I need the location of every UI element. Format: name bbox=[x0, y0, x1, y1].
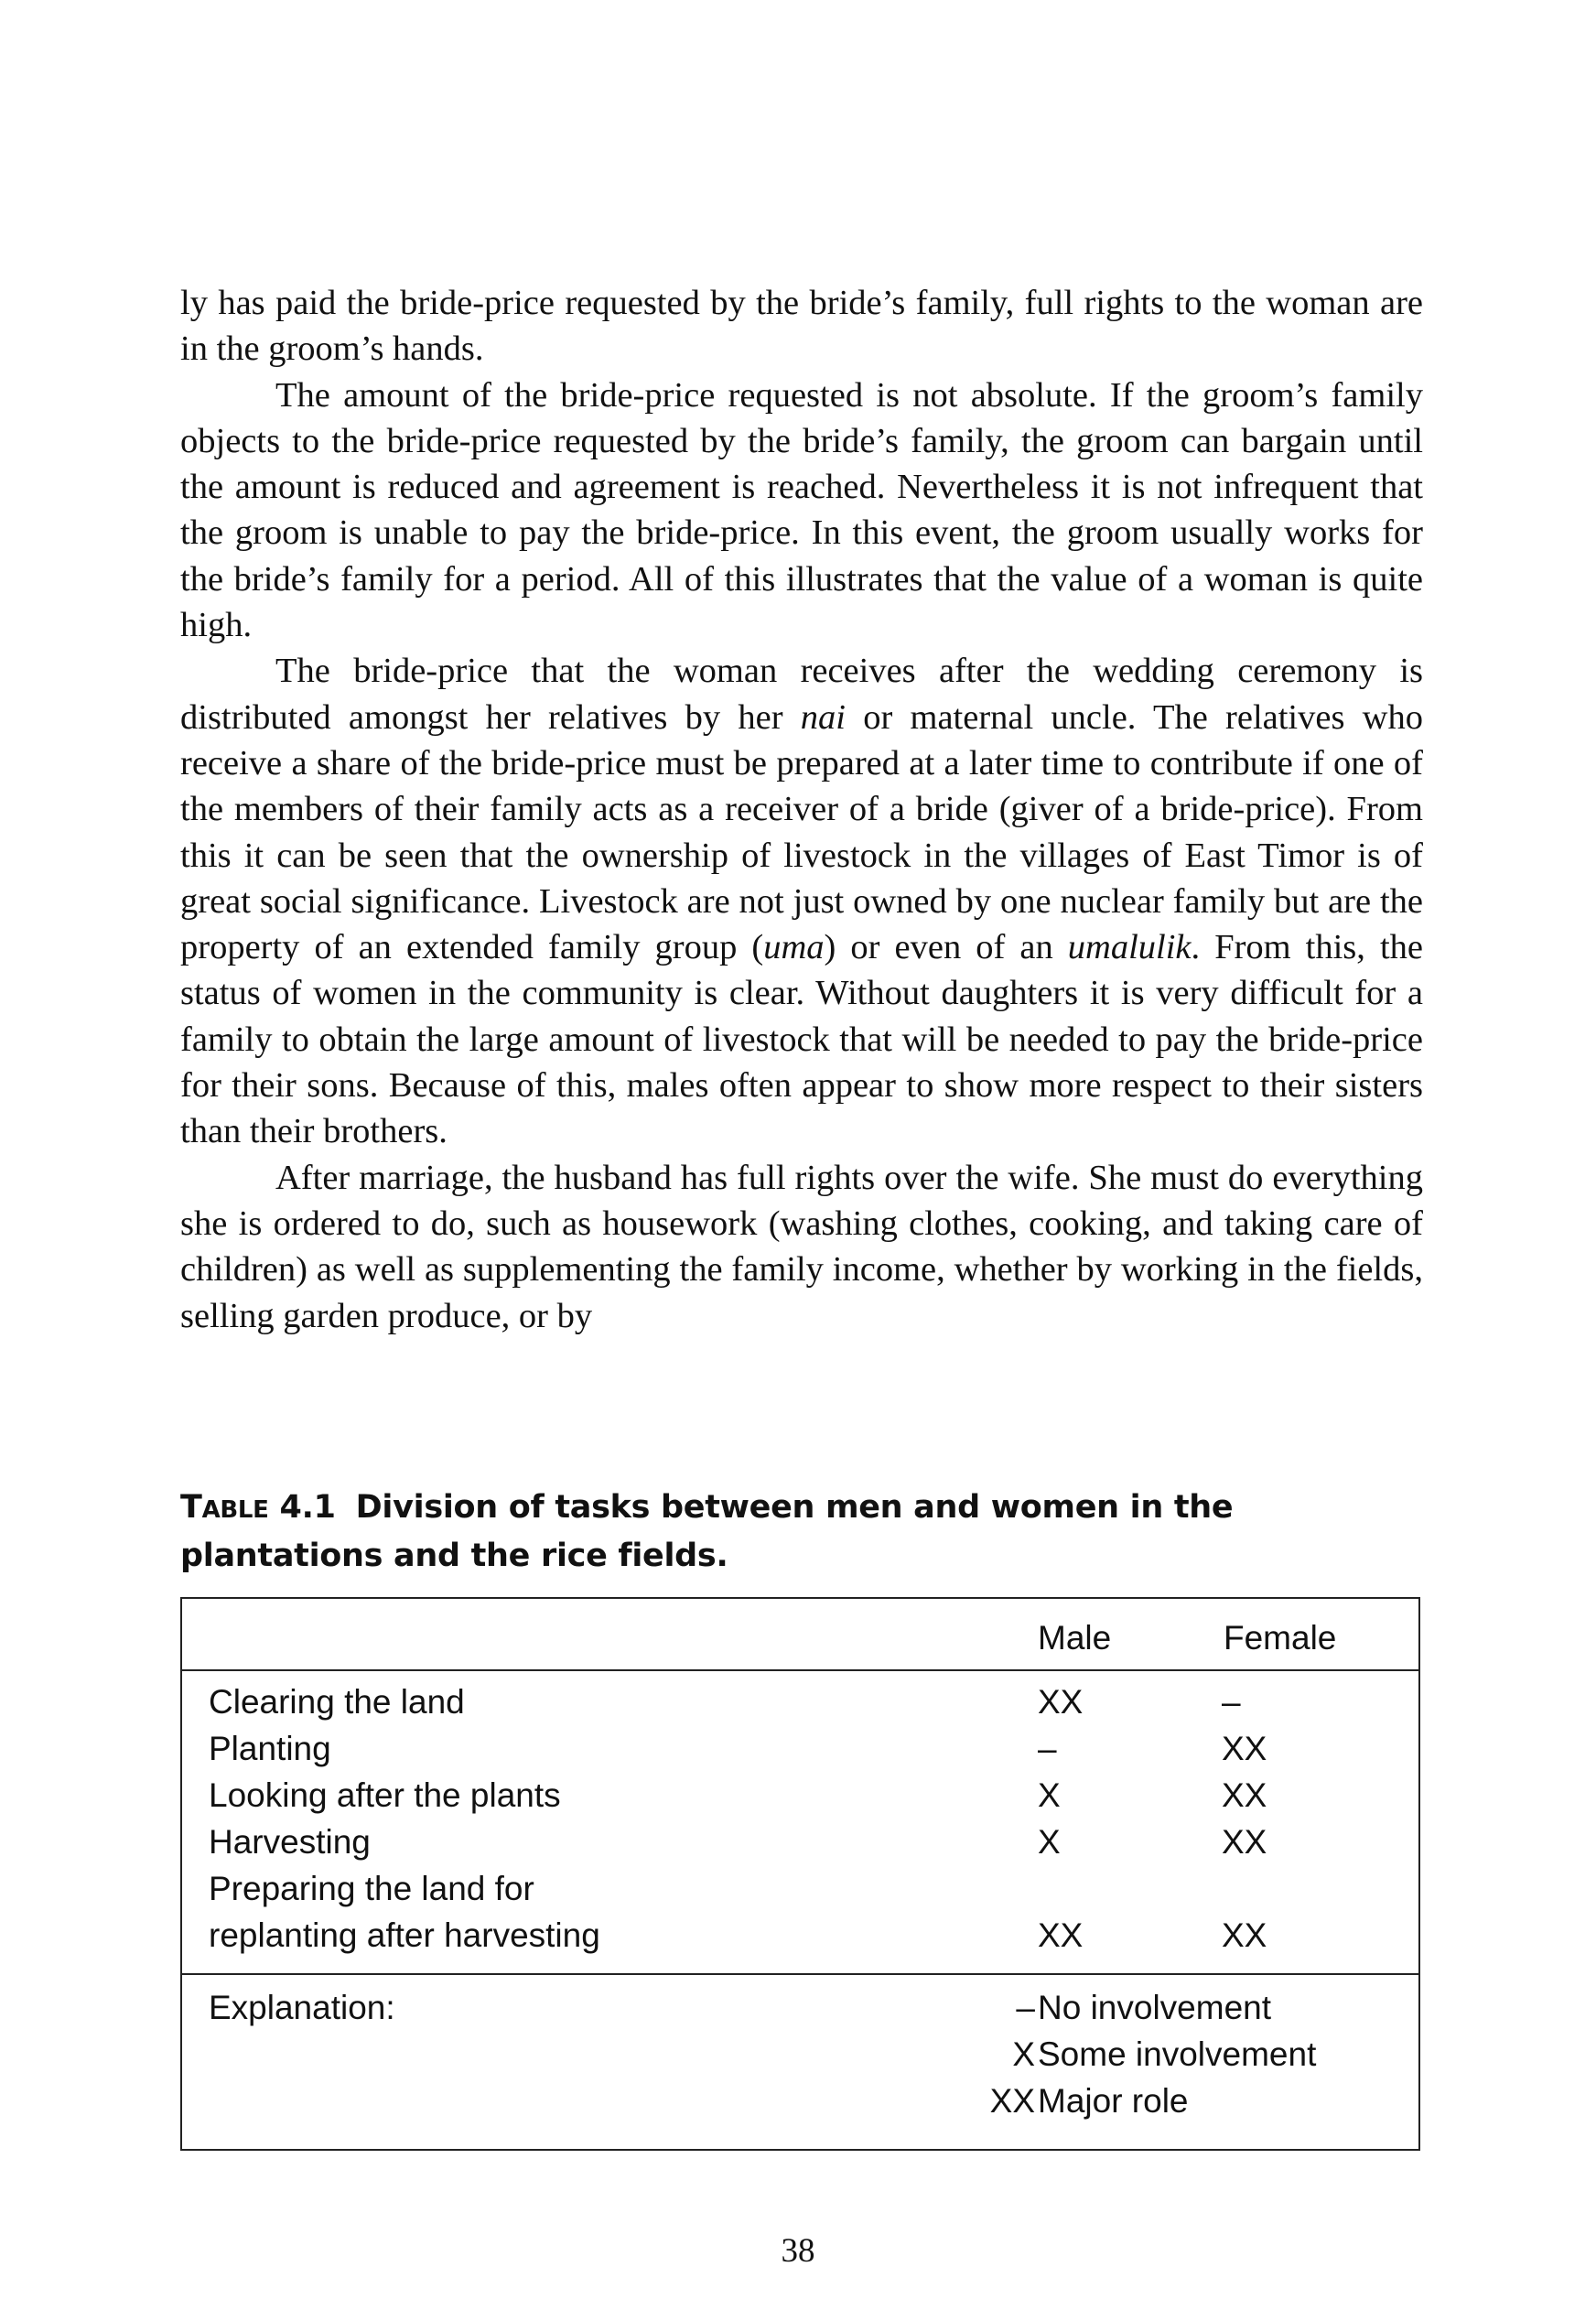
page-number: 38 bbox=[781, 2232, 815, 2270]
task-label: Looking after the plants bbox=[209, 1776, 561, 1814]
table-caption bbox=[180, 1484, 1370, 1579]
task-label: Harvesting bbox=[209, 1823, 371, 1861]
task-division-table bbox=[180, 1597, 1420, 2151]
paragraph-3-part-a: The bride-price that the woman receives after the wedding ceremony is distributed amongst her relatives by her bbox=[180, 652, 1423, 737]
term-nai: nai bbox=[800, 697, 846, 737]
body-text bbox=[180, 280, 1423, 1339]
paragraph-3-part-b: or maternal uncle. The relatives who receive a share of the bride-price must be prepared at a later time to contribute if one of the members of their family acts as a receiver of a bride (giver of a bride-price). From this it can be seen that the ownership of livestock in the villages of East Timor is of great social significance. Livestock are not just owned by one nuclear family but are the property of an extended family group ( bbox=[180, 697, 1423, 967]
explanation-label: Explanation: bbox=[209, 1989, 395, 2026]
male-value: – bbox=[1038, 1730, 1057, 1767]
term-uma: uma bbox=[763, 928, 825, 967]
male-value: XX bbox=[1038, 1916, 1084, 1954]
legend-symbol: X bbox=[1012, 2035, 1035, 2073]
caption-title: Division of tasks between men and women in the plantations and the rice fields. bbox=[180, 1489, 1234, 1574]
column-header-female: Female bbox=[1224, 1619, 1337, 1657]
task-label: Preparing the land for bbox=[209, 1870, 534, 1907]
legend-symbol: XX bbox=[989, 2082, 1035, 2120]
header-rule bbox=[182, 1669, 1418, 1671]
caption-label-initial: T bbox=[180, 1489, 202, 1526]
legend-meaning: No involvement bbox=[1038, 1989, 1272, 2026]
female-value: – bbox=[1222, 1683, 1241, 1721]
female-value: XX bbox=[1222, 1730, 1267, 1767]
paragraph-2: The amount of the bride-price requested is not absolute. If the groom’s family objects to the bride-price requested by the bride’s family, the groom can bargain until the amount is reduced and agreement is reached. Nevertheless it is not infrequent that the groom is unable to pay the bride-price. In this event, the groom usually works for the bride’s family for a period. All of this illustrates that the value of a woman is quite high. bbox=[180, 375, 1423, 645]
paragraph-3-part-d: . From this, the status of women in the community is clear. Without daughters it is very difficult for a family to obtain the large amount of livestock that will be needed to pay the bride-price for their sons. Because of this, males often appear to show more respect to their sisters than their brothers. bbox=[180, 928, 1424, 1151]
male-value: XX bbox=[1038, 1683, 1084, 1721]
paragraph-3 bbox=[180, 648, 1423, 1154]
legend-symbol: – bbox=[1016, 1989, 1035, 2026]
paragraph-4: After marriage, the husband has full rights over the wife. She must do everything she is ordered to do, such as housework (washing clothes, cooking, and taking care of children) as well as supplementing the family income, whether by working in the fields, selling garden produce, or by bbox=[180, 1158, 1423, 1335]
female-value: XX bbox=[1222, 1916, 1267, 1954]
legend-meaning: Major role bbox=[1038, 2082, 1189, 2120]
male-value: X bbox=[1038, 1776, 1061, 1814]
caption-number: 4.1 bbox=[279, 1489, 336, 1526]
female-value: XX bbox=[1222, 1823, 1267, 1861]
explanation-rule bbox=[182, 1973, 1418, 1975]
paragraph-1: ly has paid the bride-price requested by the bride’s family, full rights to the woman are in the groom’s hands. bbox=[180, 284, 1423, 369]
paragraph-3-part-c: ) or even of an bbox=[824, 928, 1068, 967]
task-label: Planting bbox=[209, 1730, 331, 1767]
legend-meaning: Some involvement bbox=[1038, 2035, 1317, 2073]
term-umalulik: umalulik bbox=[1067, 928, 1192, 967]
task-label: Clearing the land bbox=[209, 1683, 465, 1721]
caption-label-rest: ABLE bbox=[201, 1496, 269, 1524]
female-value: XX bbox=[1222, 1776, 1267, 1814]
column-header-male: Male bbox=[1038, 1619, 1112, 1657]
task-label: replanting after harvesting bbox=[209, 1916, 600, 1954]
male-value: X bbox=[1038, 1823, 1061, 1861]
